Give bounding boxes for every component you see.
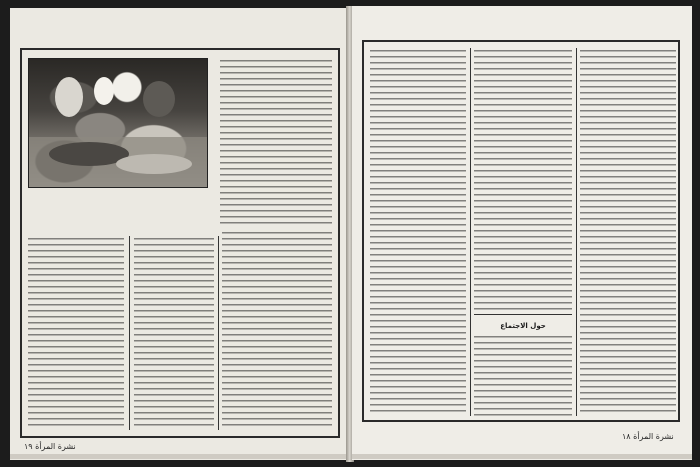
right-page bbox=[352, 6, 692, 460]
photo-figure-1 bbox=[55, 77, 83, 117]
photo-figures-image bbox=[29, 59, 207, 187]
photo-figure-2 bbox=[94, 77, 114, 105]
left-page-col-1 bbox=[28, 236, 124, 430]
right-page-frame bbox=[362, 40, 680, 422]
right-page-col-2-upper bbox=[474, 48, 572, 312]
left-page-footer: نشرة المرأة ١٩ bbox=[24, 442, 76, 451]
right-page-col-2-lower bbox=[474, 334, 572, 416]
photo-object-2 bbox=[116, 154, 192, 174]
left-page-bottom-edge bbox=[10, 454, 348, 459]
section-divider bbox=[474, 314, 572, 315]
column-rule bbox=[129, 236, 130, 430]
left-page-col-3 bbox=[222, 230, 332, 430]
right-page-footer: نشرة المرأة ١٨ bbox=[622, 432, 674, 441]
right-page-bottom-edge bbox=[352, 454, 692, 459]
article-photo bbox=[28, 58, 208, 188]
left-page-col-right-upper bbox=[220, 58, 332, 226]
photo-figure-3 bbox=[143, 81, 175, 117]
section-heading: حول الاجتماع bbox=[500, 322, 546, 330]
column-rule bbox=[218, 236, 219, 430]
column-rule bbox=[470, 48, 471, 416]
left-page bbox=[10, 8, 348, 460]
column-rule bbox=[576, 48, 577, 416]
right-page-col-3 bbox=[580, 48, 676, 416]
left-page-frame bbox=[20, 48, 340, 438]
right-page-col-1 bbox=[370, 48, 466, 416]
left-page-col-2 bbox=[134, 236, 214, 430]
